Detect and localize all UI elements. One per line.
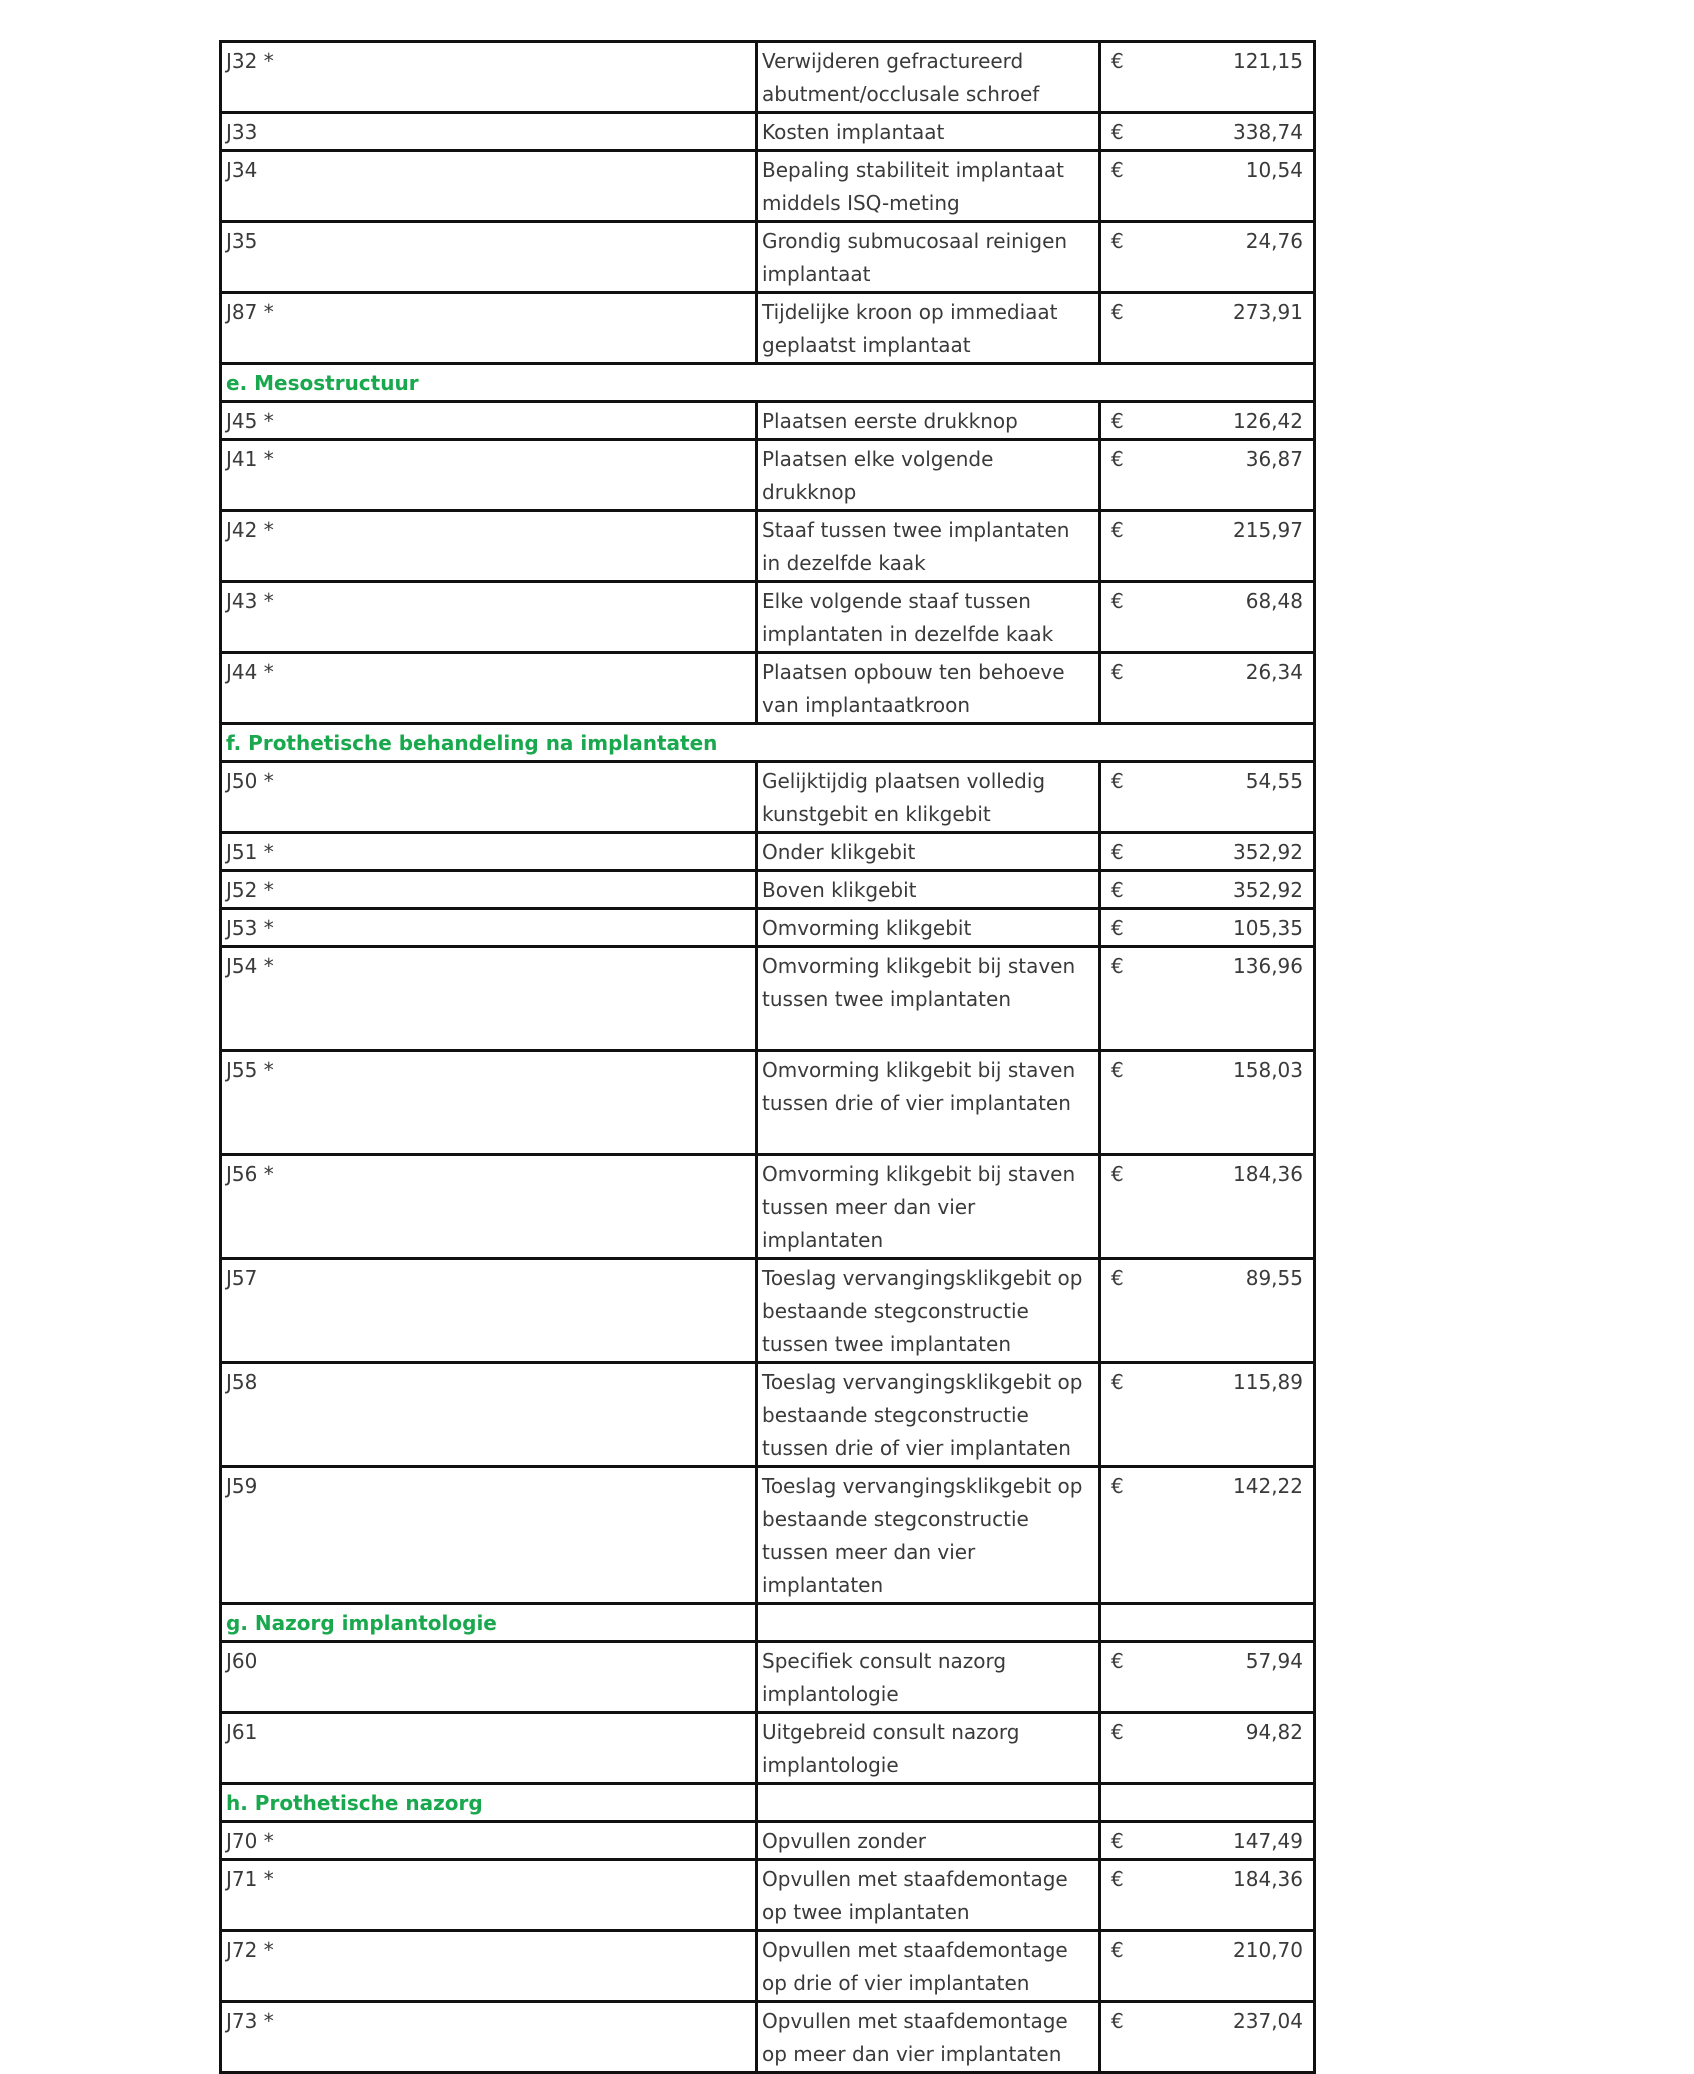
price-amount: 184,36 [1233,1162,1303,1186]
table-row [221,1713,1315,1784]
table-row [221,653,1315,724]
price-amount: 24,76 [1245,229,1303,253]
price-amount: 89,55 [1245,1266,1303,1290]
currency-symbol: € [1111,447,1124,471]
treatment-description: Gelijktijdig plaatsen volledig kunstgebit en klikgebit [757,762,1100,833]
treatment-description: Toeslag vervangingsklikgebit op bestaande stegconstructie tussen drie of vier implantaten [757,1363,1100,1467]
currency-symbol: € [1111,2009,1124,2033]
treatment-code: J58 [221,1363,757,1467]
currency-symbol: € [1111,1162,1124,1186]
treatment-description: Boven klikgebit [757,871,1100,909]
price-cell [1100,1259,1315,1363]
price-cell [1100,1642,1315,1713]
treatment-code: J32 * [221,42,757,113]
price-cell [1100,833,1315,871]
table-row [221,871,1315,909]
price-amount: 54,55 [1245,769,1303,793]
price-amount: 210,70 [1233,1938,1303,1962]
treatment-description: Opvullen met staafdemontage op drie of vier implantaten [757,1931,1100,2002]
section-title: h. Prothetische nazorg [221,1784,757,1822]
price-cell [1100,871,1315,909]
table-row [221,1051,1315,1155]
treatment-description: Uitgebreid consult nazorg implantologie [757,1713,1100,1784]
price-cell [1100,222,1315,293]
treatment-code: J34 [221,151,757,222]
table-row [221,833,1315,871]
currency-symbol: € [1111,300,1124,324]
table-row [221,1931,1315,2002]
price-cell [1100,1363,1315,1467]
treatment-code: J56 * [221,1155,757,1259]
price-amount: 136,96 [1233,954,1303,978]
table-row [221,511,1315,582]
price-cell [1100,1931,1315,2002]
price-amount: 352,92 [1233,840,1303,864]
price-amount: 237,04 [1233,2009,1303,2033]
currency-symbol: € [1111,1649,1124,1673]
treatment-description: Tijdelijke kroon op immediaat geplaatst implantaat [757,293,1100,364]
price-amount: 121,15 [1233,49,1303,73]
price-cell [1100,113,1315,151]
treatment-code: J44 * [221,653,757,724]
currency-symbol: € [1111,1266,1124,1290]
currency-symbol: € [1111,1829,1124,1853]
empty-cell [1100,1604,1315,1642]
price-cell [1100,1051,1315,1155]
price-cell [1100,402,1315,440]
treatment-description: Omvorming klikgebit bij staven tussen drie of vier implantaten [757,1051,1100,1155]
treatment-code: J43 * [221,582,757,653]
treatment-code: J45 * [221,402,757,440]
tariff-table [219,40,1316,2074]
section-header-row [221,1604,1315,1642]
price-amount: 68,48 [1245,589,1303,613]
table-row [221,947,1315,1051]
treatment-code: J41 * [221,440,757,511]
table-row [221,1363,1315,1467]
table-row [221,42,1315,113]
treatment-description: Toeslag vervangingsklikgebit op bestaande stegconstructie tussen meer dan vier implantaten [757,1467,1100,1604]
currency-symbol: € [1111,1058,1124,1082]
treatment-description: Elke volgende staaf tussen implantaten in dezelfde kaak [757,582,1100,653]
price-cell [1100,653,1315,724]
treatment-code: J87 * [221,293,757,364]
table-row [221,293,1315,364]
table-row [221,1467,1315,1604]
treatment-description: Onder klikgebit [757,833,1100,871]
treatment-description: Plaatsen eerste drukknop [757,402,1100,440]
currency-symbol: € [1111,1867,1124,1891]
price-cell [1100,2002,1315,2073]
price-amount: 57,94 [1245,1649,1303,1673]
currency-symbol: € [1111,660,1124,684]
section-title: g. Nazorg implantologie [221,1604,757,1642]
treatment-code: J72 * [221,1931,757,2002]
treatment-code: J50 * [221,762,757,833]
price-amount: 158,03 [1233,1058,1303,1082]
price-amount: 215,97 [1233,518,1303,542]
price-amount: 105,35 [1233,916,1303,940]
currency-symbol: € [1111,589,1124,613]
table-row [221,1155,1315,1259]
section-header-row [221,1784,1315,1822]
treatment-code: J51 * [221,833,757,871]
price-cell [1100,42,1315,113]
table-row [221,909,1315,947]
price-cell [1100,582,1315,653]
price-cell [1100,762,1315,833]
currency-symbol: € [1111,120,1124,144]
treatment-description: Bepaling stabiliteit implantaat middels ISQ-meting [757,151,1100,222]
section-header-row [221,724,1315,762]
section-title: e. Mesostructuur [221,364,1315,402]
treatment-code: J60 [221,1642,757,1713]
treatment-code: J71 * [221,1860,757,1931]
price-cell [1100,1713,1315,1784]
price-cell [1100,909,1315,947]
table-row [221,1860,1315,1931]
treatment-code: J52 * [221,871,757,909]
currency-symbol: € [1111,769,1124,793]
section-title: f. Prothetische behandeling na implantaten [221,724,1315,762]
currency-symbol: € [1111,518,1124,542]
currency-symbol: € [1111,409,1124,433]
treatment-code: J55 * [221,1051,757,1155]
table-row [221,1259,1315,1363]
currency-symbol: € [1111,1938,1124,1962]
treatment-description: Verwijderen gefractureerd abutment/occlusale schroef [757,42,1100,113]
treatment-code: J61 [221,1713,757,1784]
currency-symbol: € [1111,229,1124,253]
table-row [221,440,1315,511]
price-cell [1100,293,1315,364]
price-cell [1100,1822,1315,1860]
price-amount: 142,22 [1233,1474,1303,1498]
treatment-description: Omvorming klikgebit bij staven tussen meer dan vier implantaten [757,1155,1100,1259]
table-row [221,151,1315,222]
treatment-code: J54 * [221,947,757,1051]
treatment-description: Kosten implantaat [757,113,1100,151]
price-amount: 94,82 [1245,1720,1303,1744]
currency-symbol: € [1111,954,1124,978]
price-cell [1100,1155,1315,1259]
empty-cell [757,1784,1100,1822]
treatment-code: J35 [221,222,757,293]
empty-cell [1100,1784,1315,1822]
price-amount: 273,91 [1233,300,1303,324]
treatment-code: J59 [221,1467,757,1604]
table-row [221,1642,1315,1713]
table-row [221,402,1315,440]
price-amount: 115,89 [1233,1370,1303,1394]
treatment-description: Specifiek consult nazorg implantologie [757,1642,1100,1713]
price-cell [1100,440,1315,511]
currency-symbol: € [1111,158,1124,182]
price-amount: 147,49 [1233,1829,1303,1853]
price-cell [1100,947,1315,1051]
treatment-description: Staaf tussen twee implantaten in dezelfde kaak [757,511,1100,582]
price-cell [1100,1860,1315,1931]
empty-cell [757,1604,1100,1642]
treatment-description: Plaatsen elke volgende drukknop [757,440,1100,511]
price-cell [1100,511,1315,582]
table-row [221,222,1315,293]
treatment-description: Toeslag vervangingsklikgebit op bestaande stegconstructie tussen twee implantaten [757,1259,1100,1363]
section-header-row [221,364,1315,402]
price-amount: 352,92 [1233,878,1303,902]
treatment-code: J57 [221,1259,757,1363]
currency-symbol: € [1111,916,1124,940]
price-amount: 10,54 [1245,158,1303,182]
treatment-description: Plaatsen opbouw ten behoeve van implantaatkroon [757,653,1100,724]
price-amount: 338,74 [1233,120,1303,144]
table-row [221,1822,1315,1860]
price-amount: 26,34 [1245,660,1303,684]
treatment-description: Opvullen met staafdemontage op meer dan vier implantaten [757,2002,1100,2073]
price-cell [1100,151,1315,222]
price-cell [1100,1467,1315,1604]
currency-symbol: € [1111,1474,1124,1498]
price-amount: 126,42 [1233,409,1303,433]
table-row [221,2002,1315,2073]
treatment-description: Opvullen zonder [757,1822,1100,1860]
currency-symbol: € [1111,1720,1124,1744]
treatment-description: Omvorming klikgebit [757,909,1100,947]
price-amount: 36,87 [1245,447,1303,471]
treatment-description: Grondig submucosaal reinigen implantaat [757,222,1100,293]
currency-symbol: € [1111,49,1124,73]
treatment-code: J42 * [221,511,757,582]
currency-symbol: € [1111,878,1124,902]
table-row [221,582,1315,653]
currency-symbol: € [1111,1370,1124,1394]
table-row [221,762,1315,833]
table-row [221,113,1315,151]
treatment-code: J53 * [221,909,757,947]
tariff-table-body [221,42,1315,2073]
treatment-code: J73 * [221,2002,757,2073]
treatment-description: Opvullen met staafdemontage op twee implantaten [757,1860,1100,1931]
price-amount: 184,36 [1233,1867,1303,1891]
treatment-code: J33 [221,113,757,151]
treatment-description: Omvorming klikgebit bij staven tussen twee implantaten [757,947,1100,1051]
treatment-code: J70 * [221,1822,757,1860]
currency-symbol: € [1111,840,1124,864]
